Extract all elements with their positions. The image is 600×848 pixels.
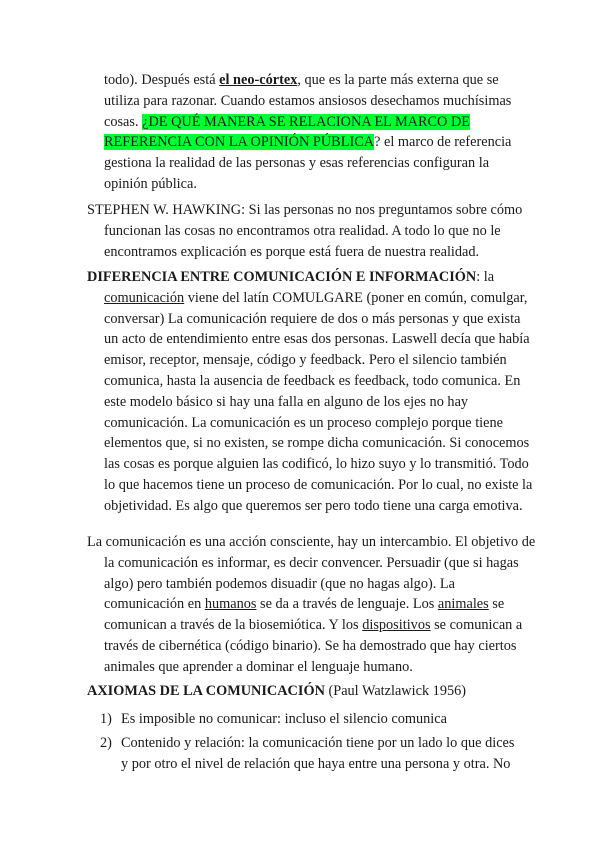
animales-term: animales	[437, 596, 489, 613]
text: La comunicación es una acción consciente, hay un intercambio. El objetivo de la comunicación es informar, es decir convencer. Persuadir (que si hagas algo) pero también podemos disuadir (que no hagas algo). La comunicación en	[87, 534, 536, 613]
dispositivos-term: dispositivos	[362, 617, 431, 634]
comunicacion-term: comunicación	[104, 289, 185, 306]
list-number: 2)	[100, 734, 112, 751]
text: (Paul Watzlawick 1956)	[324, 683, 467, 699]
paragraph-axiomas	[87, 681, 519, 702]
list-number: 1)	[100, 711, 112, 727]
text: viene del latín COMULGARE (poner en común, comulgar, conversar) La comunicación requiere de dos o más personas y que exista un acto de entendimiento entre esas dos personas. Laswell decía que había emisor, receptor, mensaje, código y feedback. Pero el silencio también comunica, hasta la ausencia de feedback es feedback, todo comunica. En este modelo básico si hay una falla en alguno de los ejes no hay comunicación. La comunicación es un proceso complejo porque tiene elementos que, si no existen, se rompe dicha comunicación. Si conocemos las cosas es porque alguien las codificó, lo hizo suyo y lo transmitió. Todo lo que hacemos tiene un proceso de comunicación. Por lo cual, no existe la objetividad. Es algo que queremos ser pero todo tiene una carga emotiva.	[104, 289, 533, 514]
highlighted-question: ¿DE QUÉ MANERA SE RELACIONA EL MARCO DE REFERENCIA CON LA OPINIÓN PÚBLICA	[104, 113, 471, 151]
paragraph-comunicacion-informacion	[87, 267, 536, 517]
text: se da a través de lenguaje. Los	[256, 596, 438, 613]
list-text: Contenido y relación: la comunicación tiene por un lado lo que dices y por otro el nivel de relación que haya entre una persona y otra. No	[121, 734, 515, 772]
paragraph-hawking: STEPHEN W. HAWKING: Si las personas no nos preguntamos sobre cómo funcionan las cosas no encontramos otra realidad. A todo lo que no le encontramos explicación es porque está fuera de nuestra realidad.	[87, 202, 523, 260]
text: se comunican a través de cibernética (código binario). Se ha demostrado que hay ciertos animales que aprender a dominar el lenguaje humano.	[104, 617, 523, 675]
section-heading: DIFERENCIA ENTRE COMUNICACIÓN E INFORMACIÓN	[87, 269, 477, 285]
text: , que es la parte más externa que se utiliza para razonar. Cuando estamos ansiosos desechamos muchísimas cosas.	[104, 72, 512, 130]
text: : la	[476, 269, 495, 285]
text: ? el marco de referencia gestiona la realidad de las personas y esas referencias configuran la opinión pública.	[104, 134, 512, 192]
section-heading: AXIOMAS DE LA COMUNICACIÓN	[87, 683, 325, 699]
paragraph-neocortex	[104, 70, 524, 195]
text: se comunican a través de la biosemiótica. Y los	[104, 596, 505, 634]
axiom-list	[100, 709, 520, 777]
list-item	[100, 709, 520, 730]
list-item	[100, 733, 520, 775]
paragraph-accion-consciente	[87, 532, 536, 678]
text: todo). Después está	[104, 72, 220, 88]
humanos-term: humanos	[204, 596, 257, 613]
list-text: Es imposible no comunicar: incluso el silencio comunica	[121, 711, 447, 727]
neocortex-term: el neo-córtex	[219, 72, 298, 88]
